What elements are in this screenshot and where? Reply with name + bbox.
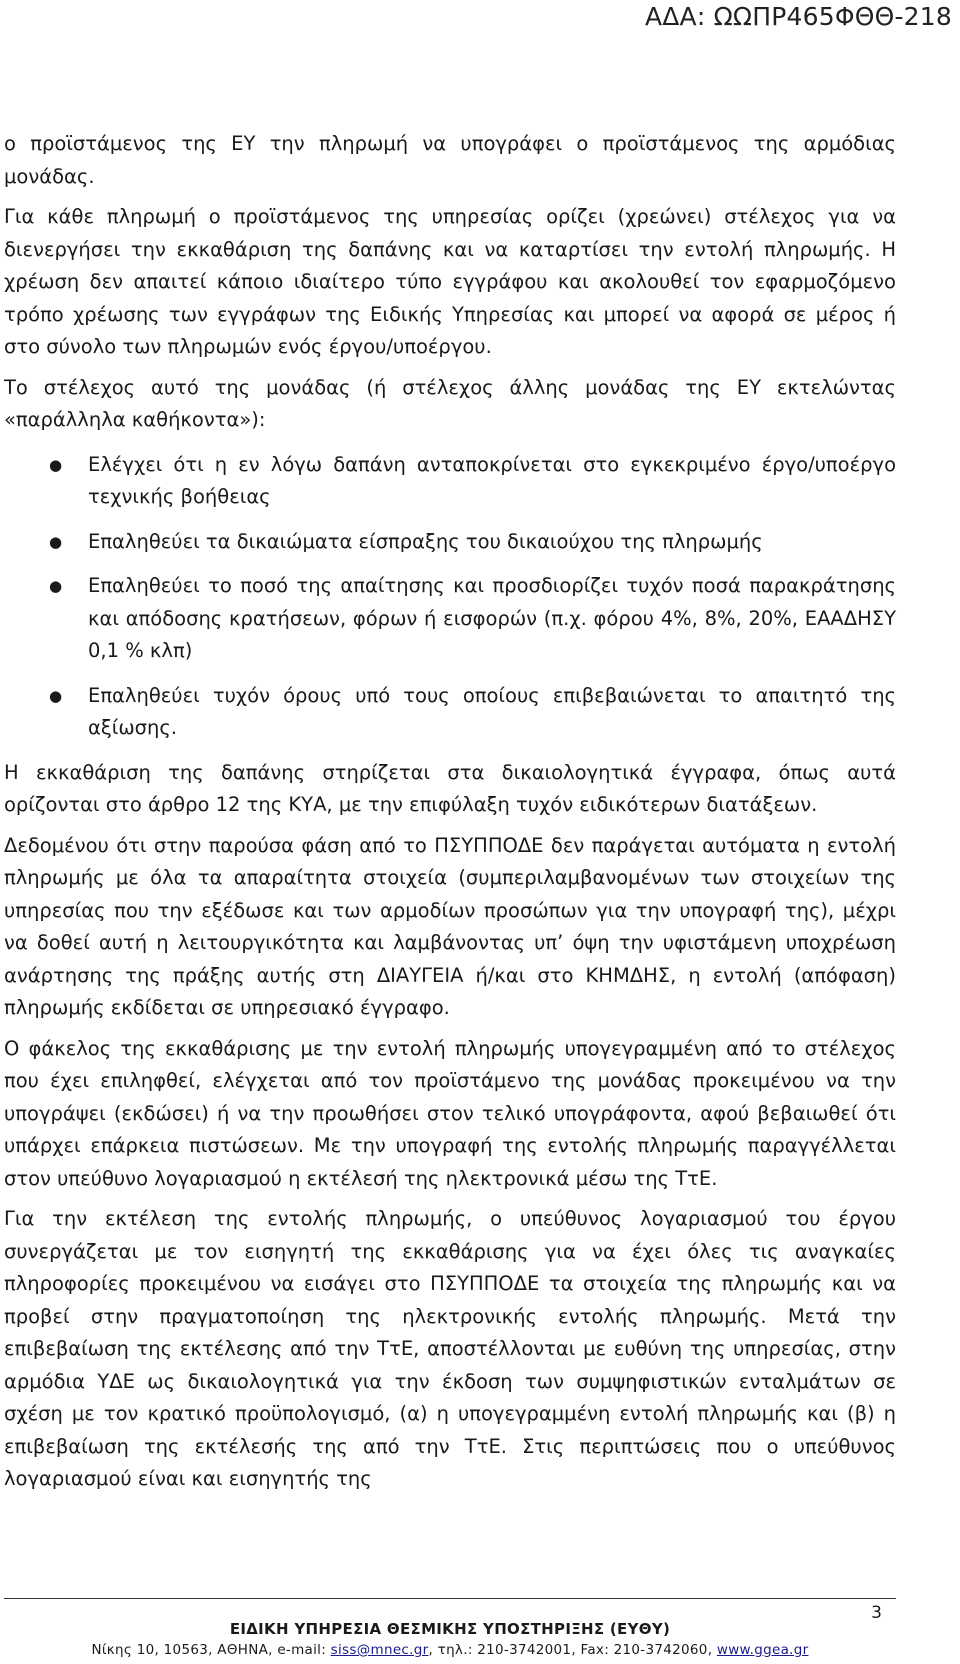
paragraph-5: Δεδομένου ότι στην παρούσα φάση από το ΠΣΥΠΠΟΔΕ δεν παράγεται αυτόματα η εντολή πληρωμής με όλα τα απαραίτητα στοιχεία (συμπεριλαμβανομένων των στοιχείων της υπηρεσίας που την εξέδωσε και των αρμοδίων προσώπων για την υπογραφή της), μέχρι να δοθεί αυτή η λειτουργικότητα και λαμβάνοντας υπ’ όψη την υφιστάμενη υποχρέωση ανάρτησης της πράξης αυτής στη ΔΙΑΥΓΕΙΑ ή/και στο ΚΗΜΔΗΣ, η εντολή (απόφαση) πληρωμής εκδίδεται σε υπηρεσιακό έγγραφο. <box>4 833 896 1019</box>
paragraph-7: Για την εκτέλεση της εντολής πληρωμής, ο υπεύθυνος λογαριασμού του έργου συνεργάζεται με τον εισηγητή της εκκαθάρισης για να έχει όλες τις αναγκαίες πληροφορίες προκειμένου να εισάγει στο ΠΣΥΠΠΟΔΕ τα στοιχεία της πληρωμής και να προβεί στην πραγματοποίηση της ηλεκτρονικής εντολής πληρωμής. Μετά την επιβεβαίωση της εκτέλεσης από την ΤτΕ, αποστέλλονται με ευθύνη της υπηρεσίας, στην αρμόδια ΥΔΕ ως δικαιολογητικά για την έκδοση των συμψηφιστικών ενταλμάτων σε σχέση με τον κρατικό προϋπολογισμό, (α) η υπογεγραμμένη εντολή πληρωμής και (β) η επιβεβαίωση της εκτέλεσής της από την ΤτΕ. Στις περιπτώσεις που ο υπεύθυνος λογαριασμού είναι και εισηγητής της <box>4 1207 896 1490</box>
list-item: ● Ελέγχει ότι η εν λόγω δαπάνη ανταποκρίνεται στο εγκεκριμένο έργο/υποέργο τεχνικής βοήθειας <box>4 449 896 514</box>
bullet-icon: ● <box>49 455 63 474</box>
list-item: ● Επαληθεύει τα δικαιώματα είσπραξης του δικαιούχου της πληρωμής <box>4 526 896 559</box>
paragraph-3: Το στέλεχος αυτό της μονάδας (ή στέλεχος άλλης μονάδας της ΕΥ εκτελώντας «παράλληλα καθήκοντα»): <box>4 375 896 431</box>
email-link[interactable]: siss@mnec.gr <box>330 1642 429 1658</box>
website-link[interactable]: www.ggea.gr <box>716 1642 809 1658</box>
list-item: ● Επαληθεύει τυχόν όρους υπό τους οποίους επιβεβαιώνεται το απαιτητό της αξίωσης. <box>4 680 896 745</box>
bullet-icon: ● <box>49 686 63 705</box>
footer-divider <box>4 1598 896 1599</box>
footer-organization: ΕΙΔΙΚΗ ΥΠΗΡΕΣΙΑ ΘΕΣΜΙΚΗΣ ΥΠΟΣΤΗΡΙΞΗΣ (ΕΥΘΥ) <box>229 1620 671 1638</box>
page-number: 3 <box>871 1603 882 1623</box>
bullet-icon: ● <box>49 532 63 551</box>
paragraph-4: Η εκκαθάριση της δαπάνης στηρίζεται στα δικαιολογητικά έγγραφα, όπως αυτά ορίζονται στο άρθρο 12 της ΚΥΑ, με την επιφύλαξη τυχόν ειδικότερων διατάξεων. <box>4 760 896 816</box>
ada-code: ΑΔΑ: ΩΩΠΡ465ΦΘΘ-218 <box>644 2 952 31</box>
paragraph-1: ο προϊστάμενος της ΕΥ την πληρωμή να υπογράφει ο προϊστάμενος της αρμόδιας μονάδας. <box>4 132 896 188</box>
list-item: ● Επαληθεύει το ποσό της απαίτησης και προσδιορίζει τυχόν ποσά παρακράτησης και απόδοσης κρατήσεων, φόρων ή εισφορών (π.χ. φόρου 4%, 8%, 20%, ΕΑΑΔΗΣΥ 0,1 % κλπ) <box>4 570 896 668</box>
paragraph-6: Ο φάκελος της εκκαθάρισης με την εντολή πληρωμής υπογεγραμμένη από το στέλεχος που έχει επιληφθεί, ελέγχεται από τον προϊστάμενο της μονάδας προκειμένου να την υπογράψει (εκδώσει) ή να την προωθήσει στον τελικό υπογράφοντα, αφού βεβαιωθεί ότι υπάρχει επάρκεια πιστώσεων. Με την υπογραφή της εντολής πληρωμής παραγγέλλεται στον υπεύθυνο λογαριασμού η εκτέλεσή της ηλεκτρονικά μέσω της ΤτΕ. <box>4 1036 896 1190</box>
footer-contact: Νίκης 10, 10563, ΑΘΗΝΑ, e-mail: siss@mnec.gr, τηλ.: 210-3742001, Fax: 210-3742060, www.ggea.gr <box>91 1642 809 1658</box>
bullet-list <box>4 449 896 745</box>
document-body <box>4 128 896 1496</box>
paragraph-2: Για κάθε πληρωμή ο προϊστάμενος της υπηρεσίας ορίζει (χρεώνει) στέλεχος για να διενεργήσει την εκκαθάριση της δαπάνης και να καταρτίσει την εντολή πληρωμής. Η χρέωση δεν απαιτεί κάποιο ιδιαίτερο τύπο εγγράφου και ακολουθεί τον εφαρμοζόμενο τρόπο χρέωσης των εγγράφων της Ειδικής Υπηρεσίας και μπορεί να αφορά σε μέρος ή στο σύνολο των πληρωμών ενός έργου/υποέργου. <box>4 205 896 358</box>
bullet-icon: ● <box>49 577 63 595</box>
